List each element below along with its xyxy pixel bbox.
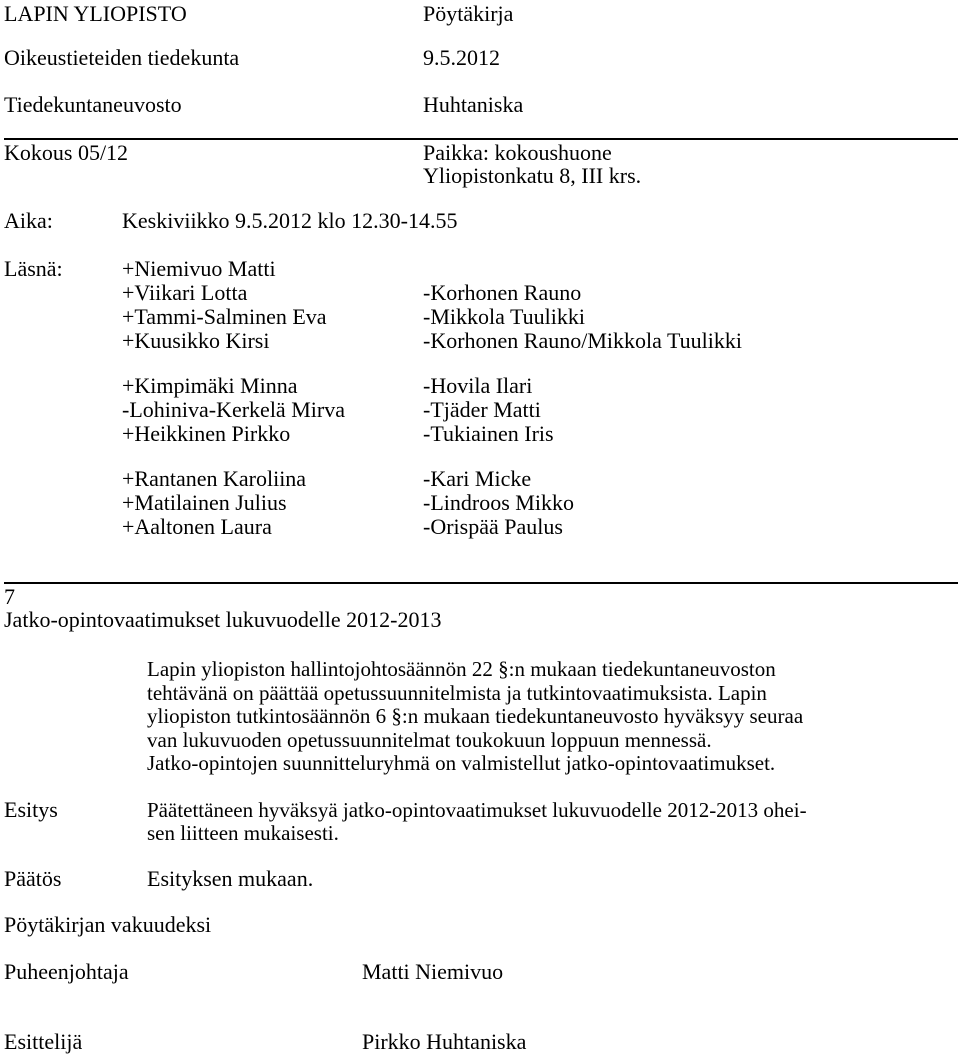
time-label: Aika: <box>4 208 53 233</box>
proposal-line: Päätettäneen hyväksyä jatko-opintovaatimukset lukuvuodelle 2012-2013 ohei- <box>147 798 807 822</box>
org-name: LAPIN YLIOPISTO <box>4 1 187 26</box>
attendee-absent: -Hovila Ilari <box>423 373 533 398</box>
place-line-1: Paikka: kokoushuone <box>423 140 612 165</box>
decision-text: Esityksen mukaan. <box>147 866 314 891</box>
attendee-present: +Heikkinen Pirkko <box>122 421 291 446</box>
attendee-present: +Kuusikko Kirsi <box>122 328 270 353</box>
doc-type: Pöytäkirja <box>423 1 514 26</box>
chair-label: Puheenjohtaja <box>4 959 129 984</box>
decision-label: Päätös <box>4 866 62 891</box>
background-line: tehtävänä on päättää opetussuunnitelmista ja tutkintovaatimuksista. Lapin <box>147 681 767 705</box>
proposal-label: Esitys <box>4 797 58 822</box>
attendee-present: -Lohiniva-Kerkelä Mirva <box>122 397 345 422</box>
chair-name: Matti Niemivuo <box>362 959 504 984</box>
item-number: 7 <box>4 584 15 609</box>
background-line: Jatko-opintojen suunnitteluryhmä on valmistellut jatko-opintovaatimukset. <box>147 751 776 775</box>
signatures-heading: Pöytäkirjan vakuudeksi <box>4 912 212 937</box>
item-title: Jatko-opintovaatimukset lukuvuodelle 2012-2013 <box>4 607 442 632</box>
author-name: Huhtaniska <box>423 92 524 117</box>
meeting-date: 9.5.2012 <box>423 45 500 70</box>
attendee-absent: -Tjäder Matti <box>423 397 541 422</box>
meeting-number: Kokous 05/12 <box>4 140 129 165</box>
time-value: Keskiviikko 9.5.2012 klo 12.30-14.55 <box>122 208 458 233</box>
background-line: yliopiston tutkintosäännön 6 §:n mukaan tiedekuntaneuvosto hyväksyy seuraa <box>147 704 804 728</box>
background-line: van lukuvuoden opetussuunnitelmat toukokuun loppuun mennessä. <box>147 728 712 752</box>
faculty-name: Oikeustieteiden tiedekunta <box>4 45 240 70</box>
attendee-present: +Viikari Lotta <box>122 280 248 305</box>
place-line-2: Yliopistonkatu 8, III krs. <box>423 163 642 188</box>
attendee-present: +Tammi-Salminen Eva <box>122 304 327 329</box>
proposal-line: sen liitteen mukaisesti. <box>147 821 339 845</box>
attendee-present: +Matilainen Julius <box>122 490 287 515</box>
attendee-absent: -Mikkola Tuulikki <box>423 304 585 329</box>
presenter-name: Pirkko Huhtaniska <box>362 1029 527 1054</box>
attendee-present: +Niemivuo Matti <box>122 256 276 281</box>
attendee-absent: -Korhonen Rauno <box>423 280 582 305</box>
attendee-absent: -Korhonen Rauno/Mikkola Tuulikki <box>423 328 743 353</box>
attendance-label: Läsnä: <box>4 256 63 281</box>
attendee-absent: -Lindroos Mikko <box>423 490 574 515</box>
background-line: Lapin yliopiston hallintojohtosäännön 22 §:n mukaan tiedekuntaneuvoston <box>147 657 776 681</box>
council-name: Tiedekuntaneuvosto <box>4 92 182 117</box>
attendee-absent: -Tukiainen Iris <box>423 421 554 446</box>
attendee-present: +Aaltonen Laura <box>122 514 272 539</box>
attendee-absent: -Orispää Paulus <box>423 514 563 539</box>
attendee-present: +Rantanen Karoliina <box>122 466 307 491</box>
presenter-label: Esittelijä <box>4 1029 83 1054</box>
attendee-present: +Kimpimäki Minna <box>122 373 298 398</box>
attendee-absent: -Kari Micke <box>423 466 532 491</box>
item-divider <box>4 582 958 584</box>
